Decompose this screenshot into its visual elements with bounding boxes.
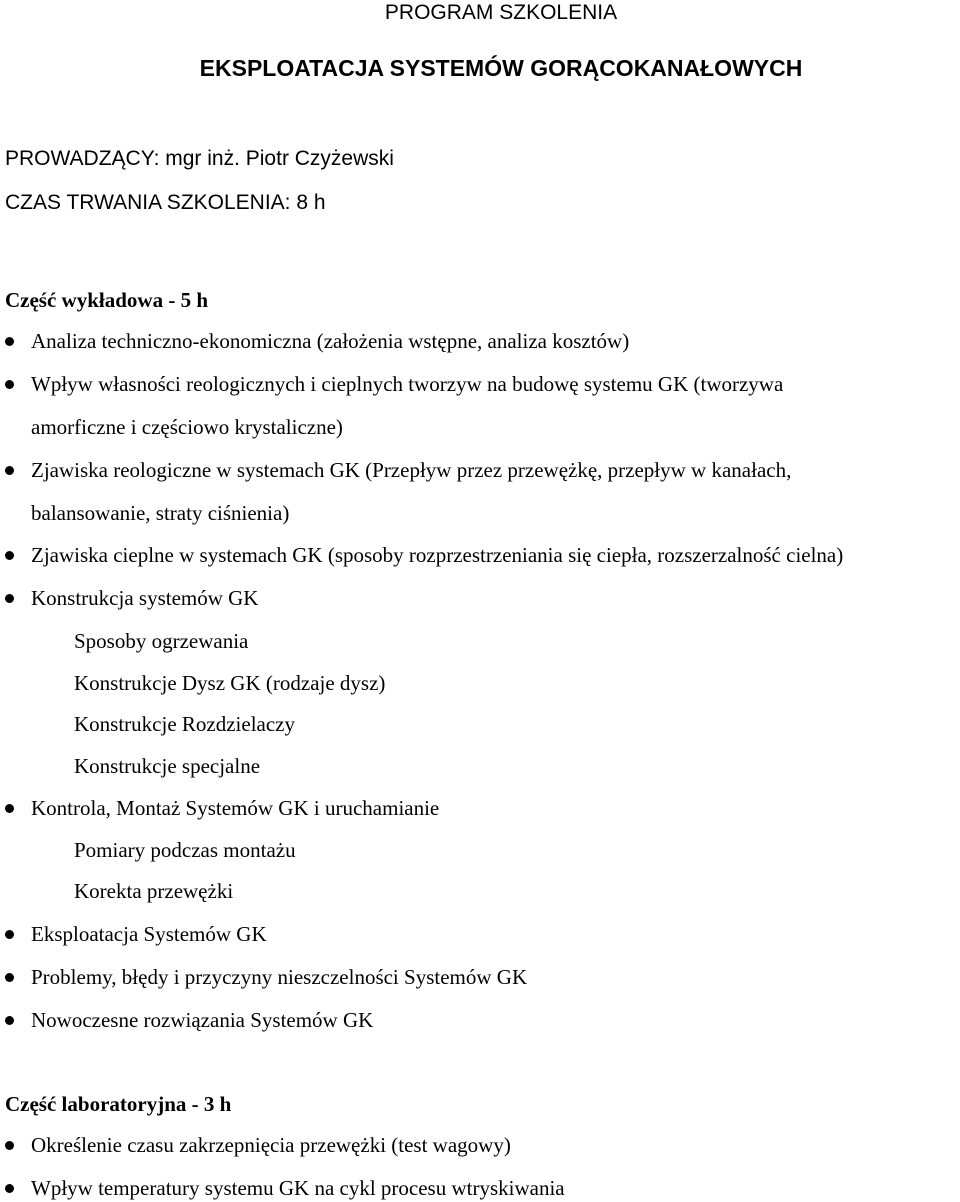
list-item: Zjawiska cieplne w systemach GK (sposoby rozprzestrzeniania się ciepła, rozszerzalność cielna) (31, 543, 844, 567)
list-item-continuation: amorficzne i częściowo krystaliczne) (31, 415, 343, 439)
list-item: Zjawiska reologiczne w systemach GK (Przepływ przez przewężkę, przepływ w kanałach, (31, 458, 792, 482)
instructor-line: PROWADZĄCY: mgr inż. Piotr Czyżewski (5, 147, 394, 170)
bullet-icon (5, 337, 14, 346)
sub-item: Konstrukcje specjalne (74, 754, 261, 778)
sub-item: Konstrukcje Rozdzielaczy (74, 712, 295, 736)
bullet-icon (5, 594, 14, 603)
list-item: Wpływ temperatury systemu GK na cykl procesu wtryskiwania (31, 1176, 565, 1200)
bullet-icon (5, 804, 14, 813)
bullet-icon (5, 1016, 14, 1025)
duration-line: CZAS TRWANIA SZKOLENIA: 8 h (5, 191, 326, 214)
lecture-heading: Część wykładowa - 5 h (5, 288, 208, 312)
list-item: Nowoczesne rozwiązania Systemów GK (31, 1008, 374, 1032)
list-item: Wpływ własności reologicznych i cieplnych tworzyw na budowę systemu GK (tworzywa (31, 372, 784, 396)
list-item: Określenie czasu zakrzepnięcia przewężki (test wagowy) (31, 1133, 511, 1157)
bullet-icon (5, 1141, 14, 1150)
bullet-icon (5, 973, 14, 982)
list-item: Analiza techniczno-ekonomiczna (założenia wstępne, analiza kosztów) (31, 329, 630, 353)
list-item: Konstrukcja systemów GK (31, 586, 259, 610)
list-item: Problemy, błędy i przyczyny nieszczelności Systemów GK (31, 965, 528, 989)
bullet-icon (5, 466, 14, 475)
sub-item: Korekta przewężki (74, 879, 234, 903)
list-item: Eksploatacja Systemów GK (31, 922, 267, 946)
sub-item: Sposoby ogrzewania (74, 629, 249, 653)
list-item-continuation: balansowanie, straty ciśnienia) (31, 501, 290, 525)
bullet-icon (5, 1184, 14, 1193)
course-title: EKSPLOATACJA SYSTEMÓW GORĄCOKANAŁOWYCH (199, 55, 803, 81)
sub-item: Pomiary podczas montażu (74, 838, 296, 862)
bullet-icon (5, 551, 14, 560)
bullet-icon (5, 930, 14, 939)
program-title: PROGRAM SZKOLENIA (384, 1, 618, 24)
list-item: Kontrola, Montaż Systemów GK i uruchamianie (31, 796, 440, 820)
sub-item: Konstrukcje Dysz GK (rodzaje dysz) (74, 671, 386, 695)
lab-heading: Część laboratoryjna - 3 h (5, 1092, 232, 1116)
bullet-icon (5, 380, 14, 389)
